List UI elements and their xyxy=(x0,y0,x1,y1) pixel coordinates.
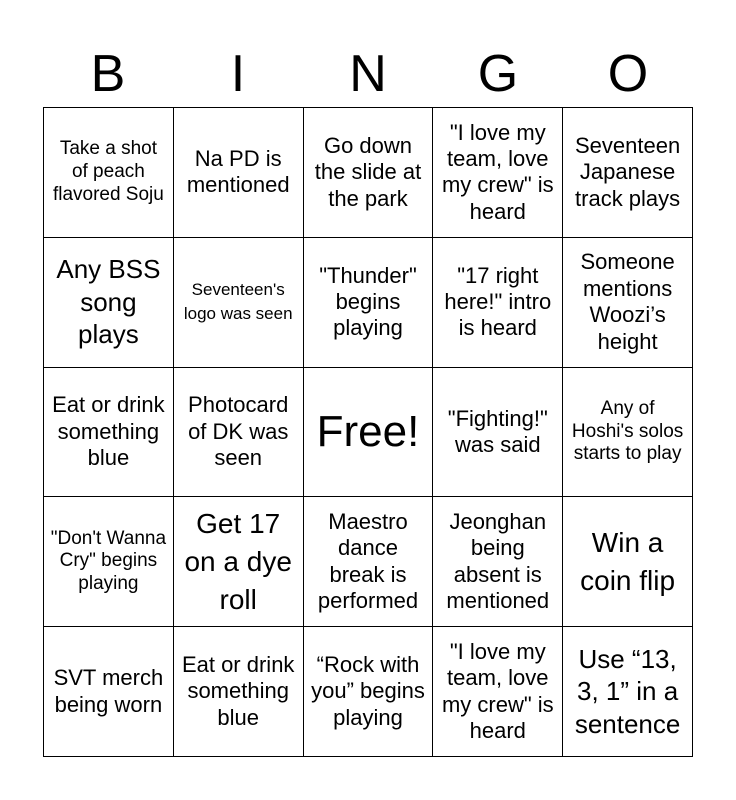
free-space[interactable] xyxy=(304,368,434,498)
cell-text: "17 right here!" intro is heard xyxy=(444,262,552,341)
bingo-cell[interactable] xyxy=(304,497,434,627)
cell-text: Jeonghan being absent is mentioned xyxy=(446,509,550,614)
cell-text: Maestro dance break is performed xyxy=(317,509,419,614)
bingo-cell[interactable] xyxy=(563,368,693,498)
bingo-cell[interactable] xyxy=(304,238,434,368)
bingo-cell[interactable] xyxy=(174,627,304,757)
cell-text: "Don't Wanna Cry" begins playing xyxy=(50,527,167,595)
cell-text: "Thunder" begins playing xyxy=(319,262,417,341)
bingo-cell[interactable] xyxy=(563,627,693,757)
cell-text: Any of Hoshi's solos starts to play xyxy=(571,397,684,465)
bingo-cell[interactable] xyxy=(44,368,174,498)
bingo-cell[interactable] xyxy=(44,108,174,238)
cell-text: Eat or drink something blue xyxy=(52,392,165,471)
cell-text: Get 17 on a dye roll xyxy=(184,508,292,615)
bingo-cell[interactable] xyxy=(563,108,693,238)
header-letter-g: G xyxy=(477,45,519,103)
cell-text: Na PD is mentioned xyxy=(186,146,290,198)
cell-text: Free! xyxy=(316,406,420,456)
cell-text: "I love my team, love my crew" is heard xyxy=(441,119,554,224)
cell-text: Seventeen's logo was seen xyxy=(183,280,293,324)
bingo-header xyxy=(43,42,693,106)
bingo-cell[interactable] xyxy=(174,238,304,368)
bingo-cell[interactable] xyxy=(174,497,304,627)
cell-text: Go down the slide at the park xyxy=(314,132,422,211)
header-letter-b: B xyxy=(90,45,126,103)
cell-text: Photocard of DK was seen xyxy=(188,392,289,471)
header-letter-o: O xyxy=(607,45,649,103)
bingo-cell[interactable] xyxy=(304,627,434,757)
header-letter-i: I xyxy=(230,45,246,103)
bingo-cell[interactable] xyxy=(44,627,174,757)
bingo-cell[interactable] xyxy=(563,497,693,627)
bingo-cell[interactable] xyxy=(174,108,304,238)
bingo-cell[interactable] xyxy=(433,238,563,368)
bingo-cell[interactable] xyxy=(433,108,563,238)
cell-text: “Rock with you” begins playing xyxy=(311,652,425,730)
header-letter-n: N xyxy=(349,45,387,103)
cell-text: SVT merch being worn xyxy=(53,665,164,717)
bingo-cell[interactable] xyxy=(44,497,174,627)
bingo-cell[interactable] xyxy=(304,108,434,238)
bingo-cell[interactable] xyxy=(174,368,304,498)
cell-text: Any BSS song plays xyxy=(56,254,161,350)
bingo-grid xyxy=(43,107,693,757)
cell-text: Someone mentions Woozi’s height xyxy=(580,249,675,354)
cell-text: Use “13, 3, 1” in a sentence xyxy=(574,643,681,739)
cell-text: Take a shot of peach flavored Soju xyxy=(52,138,164,205)
bingo-cell[interactable] xyxy=(433,368,563,498)
bingo-cell[interactable] xyxy=(563,238,693,368)
cell-text: "Fighting!" was said xyxy=(447,405,548,457)
cell-text: Win a coin flip xyxy=(580,526,676,596)
cell-text: Eat or drink something blue xyxy=(181,652,295,730)
bingo-cell[interactable] xyxy=(433,627,563,757)
cell-text: Seventeen Japanese track plays xyxy=(574,132,681,211)
cell-text: "I love my team, love my crew" is heard xyxy=(441,638,554,743)
bingo-cell[interactable] xyxy=(433,497,563,627)
bingo-cell[interactable] xyxy=(44,238,174,368)
